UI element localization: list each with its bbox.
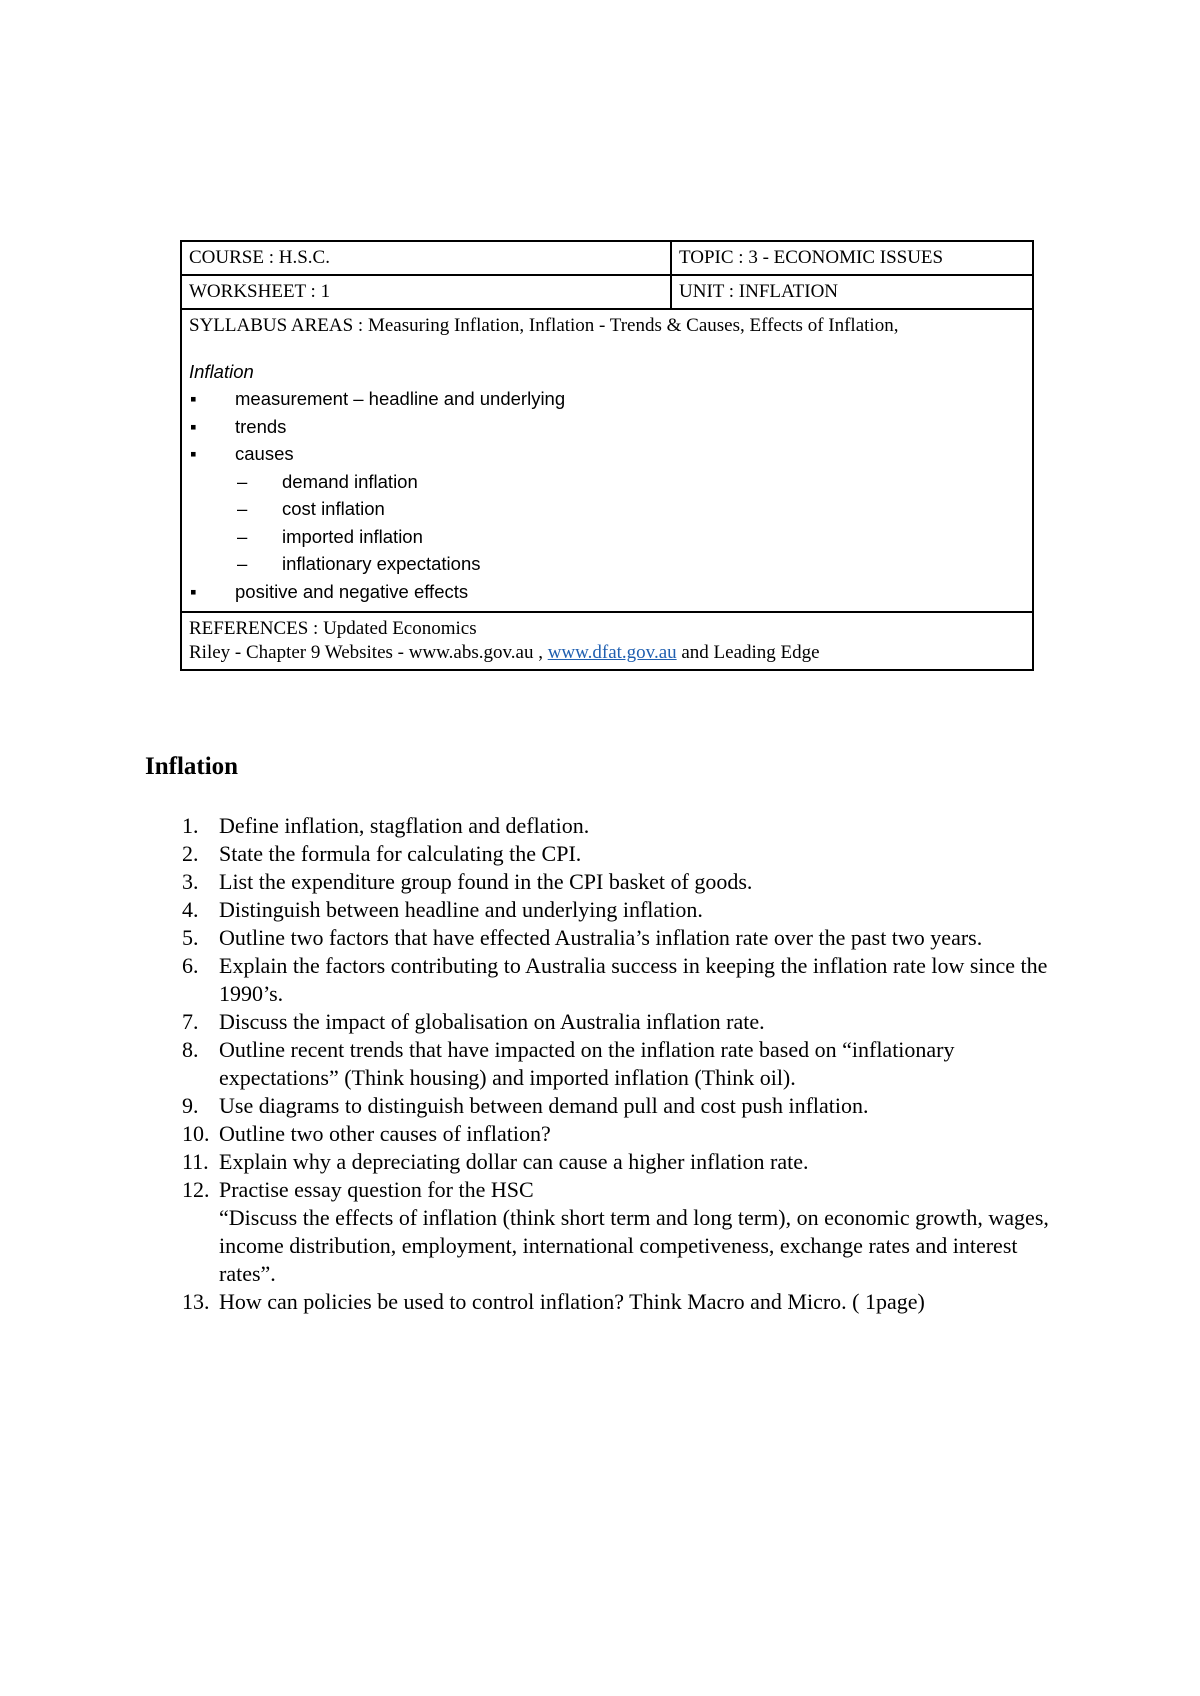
question-item xyxy=(145,1036,1075,1092)
question-text: Explain the factors contributing to Australia success in keeping the inflation rate low since the 1990’s. xyxy=(219,953,1048,1006)
question-number: 1. xyxy=(182,813,199,838)
question-item xyxy=(145,1092,1075,1120)
syllabus-subitem xyxy=(189,468,1025,496)
dash-icon: – xyxy=(237,553,248,574)
worksheet-header-table xyxy=(180,240,1034,671)
bullet-icon: ▪ xyxy=(190,388,197,409)
question-number: 13. xyxy=(182,1289,210,1314)
syllabus-item xyxy=(189,413,1025,441)
syllabus-subitem-text: inflationary expectations xyxy=(282,553,481,574)
syllabus-areas: SYLLABUS AREAS : Measuring Inflation, Inflation - Trends & Causes, Effects of Inflation, xyxy=(189,315,899,336)
question-text: Outline recent trends that have impacted on the inflation rate based on “inflationary expectations” (Think housing) and imported inflation (Think oil). xyxy=(219,1037,955,1090)
question-number: 5. xyxy=(182,925,199,950)
question-text: Outline two factors that have effected Australia’s inflation rate over the past two years. xyxy=(219,925,983,950)
question-number: 9. xyxy=(182,1093,199,1118)
syllabus-subitem xyxy=(189,550,1025,578)
question-item xyxy=(145,1008,1075,1036)
syllabus-item-text: trends xyxy=(235,415,287,437)
question-item xyxy=(145,1120,1075,1148)
question-text: List the expenditure group found in the CPI basket of goods. xyxy=(219,869,753,894)
topic-cell: TOPIC : 3 - ECONOMIC ISSUES xyxy=(671,241,1033,275)
question-text: Explain why a depreciating dollar can cause a higher inflation rate. xyxy=(219,1149,809,1174)
question-item xyxy=(145,924,1075,952)
references-cell xyxy=(181,612,1033,670)
syllabus-item xyxy=(189,440,1025,468)
question-number: 12. xyxy=(182,1177,210,1202)
references-line-2 xyxy=(189,641,1025,665)
syllabus-list xyxy=(189,358,1025,607)
references-suffix: and Leading Edge xyxy=(676,642,820,663)
question-number: 2. xyxy=(182,841,199,866)
question-item xyxy=(145,1176,1075,1288)
syllabus-subitem xyxy=(189,495,1025,523)
syllabus-item-text: causes xyxy=(235,443,294,464)
question-text: State the formula for calculating the CPI. xyxy=(219,841,582,866)
course-cell: COURSE : H.S.C. xyxy=(181,241,671,275)
references-text: Riley - Chapter 9 Websites - www.abs.gov.au , xyxy=(189,642,548,663)
question-item xyxy=(145,952,1075,1008)
header-row-syllabus xyxy=(181,309,1033,612)
dfat-link[interactable]: www.dfat.gov.au xyxy=(547,642,677,663)
question-item xyxy=(145,896,1075,924)
syllabus-item xyxy=(189,385,1025,413)
dash-icon: – xyxy=(237,470,248,492)
question-item xyxy=(145,840,1075,868)
question-text: Use diagrams to distinguish between demand pull and cost push inflation. xyxy=(219,1093,869,1118)
dash-icon: – xyxy=(237,525,248,547)
syllabus-subitem-text: cost inflation xyxy=(282,498,385,519)
syllabus-item-text: measurement – headline and underlying xyxy=(235,388,566,409)
question-number: 11. xyxy=(182,1149,209,1174)
question-item xyxy=(145,812,1075,840)
question-number: 3. xyxy=(182,869,199,894)
question-number: 6. xyxy=(182,953,199,978)
question-text: How can policies be used to control inflation? Think Macro and Micro. ( 1page) xyxy=(219,1289,925,1314)
syllabus-subitem-text: imported inflation xyxy=(282,525,423,547)
question-number: 8. xyxy=(182,1037,199,1062)
question-text: Define inflation, stagflation and deflation. xyxy=(219,813,590,838)
bullet-icon: ▪ xyxy=(190,443,197,464)
dash-icon: – xyxy=(237,498,248,519)
question-list xyxy=(145,812,1075,1316)
syllabus-title: Inflation xyxy=(189,361,254,382)
bullet-icon: ▪ xyxy=(190,580,197,602)
question-number: 7. xyxy=(182,1009,199,1034)
question-text: Distinguish between headline and underlying inflation. xyxy=(219,897,703,922)
essay-quote: “Discuss the effects of inflation (think short term and long term), on economic growth, wages, income distribution, employment, international competiveness, exchange rates and interest rates”. xyxy=(219,1205,1049,1286)
worksheet-cell: WORKSHEET : 1 xyxy=(181,275,671,309)
syllabus-cell xyxy=(181,309,1033,612)
header-row-course xyxy=(181,241,1033,275)
section-title: Inflation xyxy=(145,753,239,780)
syllabus-item xyxy=(189,578,1025,606)
question-item xyxy=(145,1148,1075,1176)
question-item xyxy=(145,868,1075,896)
question-number: 10. xyxy=(182,1121,210,1146)
question-text: Outline two other causes of inflation? xyxy=(219,1121,551,1146)
syllabus-subitem-text: demand inflation xyxy=(282,470,418,492)
question-text: Discuss the impact of globalisation on Australia inflation rate. xyxy=(219,1009,765,1034)
question-number: 4. xyxy=(182,897,199,922)
header-row-references xyxy=(181,612,1033,670)
syllabus-item-text: positive and negative effects xyxy=(235,580,469,602)
question-item xyxy=(145,1288,1075,1316)
references-line-1: REFERENCES : Updated Economics xyxy=(189,618,477,639)
question-text: Practise essay question for the HSC xyxy=(219,1177,534,1202)
unit-cell: UNIT : INFLATION xyxy=(671,275,1033,309)
header-row-worksheet xyxy=(181,275,1033,309)
bullet-icon: ▪ xyxy=(190,415,197,437)
syllabus-subitem xyxy=(189,523,1025,551)
